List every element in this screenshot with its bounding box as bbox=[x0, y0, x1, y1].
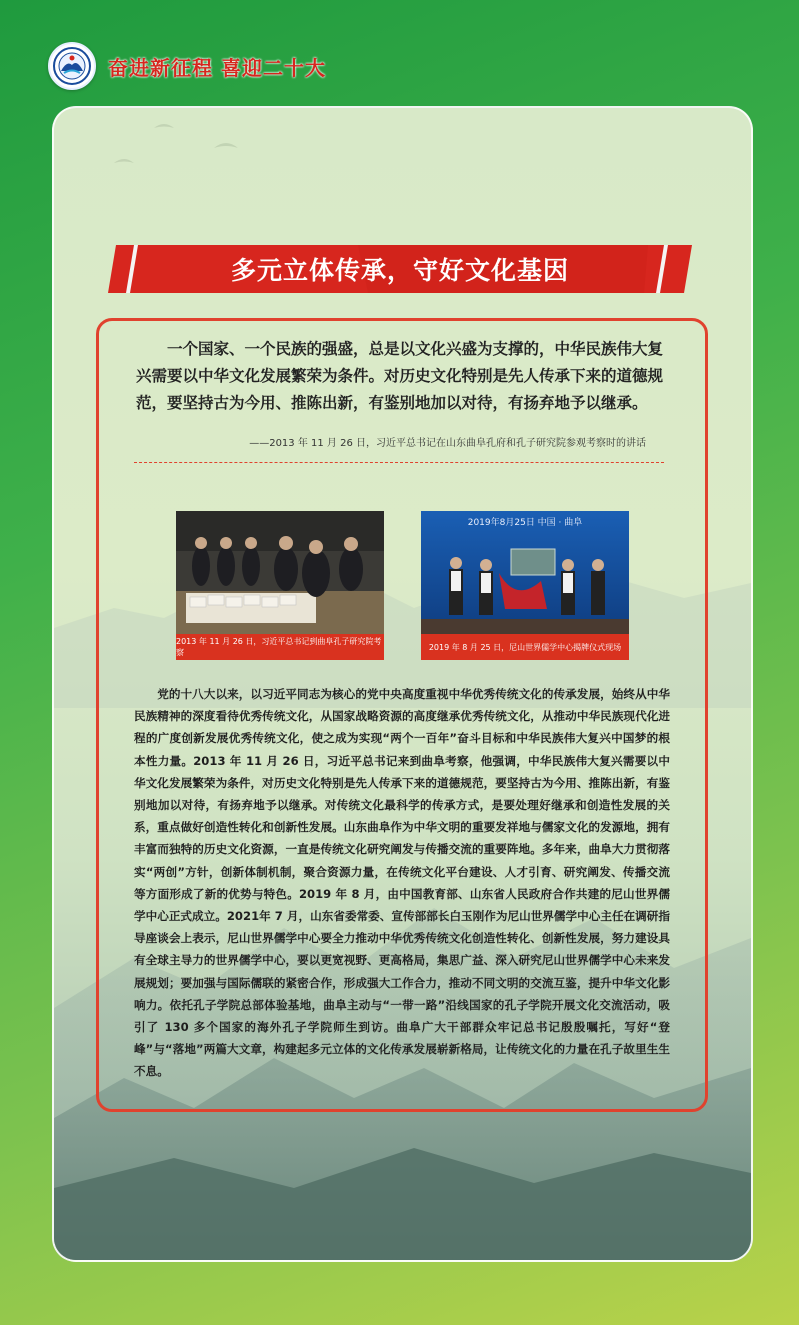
page-header bbox=[48, 42, 326, 90]
quote-source: ——2013 年 11 月 26 日，习近平总书记在山东曲阜孔府和孔子研究院参观考察时的讲话 bbox=[249, 438, 646, 449]
article-body: 党的十八大以来，以习近平同志为核心的党中央高度重视中华优秀传统文化的传承发展，始终从中华民族精神的深度看待优秀传统文化，从国家战略资源的高度继承优秀传统文化，从推动中华民族现代化进程的广度创新发展优秀传统文化，使之成为实现“两个一百年”奋斗目标和中华民族伟大复兴中国梦的根本性力量。2013 年 11 月 26 日，习近平总书记来到曲阜考察，他强调，中华民族伟大复兴需要以中华文化发展繁荣为条件，对历史文化特别是先人传承下来的道德规范，要坚持古为今用、推陈出新，有鉴别地加以对待，有扬弃地予以继承。对传统文化最科学的传承方式，是要处理好继承和创造性发展的关系，重点做好创造性转化和创新性发展。山东曲阜作为中华文明的重要发祥地与儒家文化的发源地，拥有丰富而独特的历史文化资源，一直是传统文化研究阐发与传播交流的重要阵地。多年来，曲阜大力贯彻落实“两创”方针，创新体制机制，聚合资源力量，在传统文化平台建设、人才引育、研究阐发、传播交流等方面形成了新的优势与特色。2019 年 8 月，由中国教育部、山东省人民政府合作共建的尼山世界儒学中心正式成立。2021年 7 月，山东省委常委、宣传部部长白玉刚作为尼山世界儒学中心主任在调研指导座谈会上表示，尼山世界儒学中心要全力推动中华优秀传统文化创造性转化、创新性发展，努力建设具有全球主导力的世界儒学中心，要以更宽视野、更高格局，集思广益、深入研究尼山世界儒学中心未来发展规划；要加强与国际儒联的紧密合作，形成强大工作合力，推动不同文明的交流互鉴，提升中华文化影响力。依托孔子学院总部体验基地，曲阜主动与“一带一路”沿线国家的孔子学院开展文化交流活动，吸引了 130 多个国家的海外孔子学院师生到访。曲阜广大干部群众牢记总书记殷殷嘱托，写好“登峰”与“落地”两篇大文章，构建起多元立体的文化传承发展崭新格局，让传统文化的力量在孔子故里生生不息。 bbox=[134, 687, 670, 1079]
school-emblem-icon bbox=[48, 42, 96, 90]
quote-text: 一个国家、一个民族的强盛，总是以文化兴盛为支撑的，中华民族伟大复兴需要以中华文化发展繁荣为条件。对历史文化特别是先人传承下来的道德规范，要坚持古为今用、推陈出新，有鉴别地加以对待，有扬弃地予以继承。 bbox=[136, 340, 664, 412]
photo-overlay-text: 2019年8月25日 中国 · 曲阜 bbox=[467, 518, 583, 528]
header-title: 奋进新征程 喜迎二十大 bbox=[108, 55, 326, 80]
divider bbox=[134, 462, 664, 463]
photo-inspection-2013 bbox=[176, 511, 384, 634]
photo-ceremony-2019 bbox=[421, 511, 629, 634]
photo-caption-2019: 2019 年 8 月 25 日，尼山世界儒学中心揭牌仪式现场 bbox=[421, 634, 629, 660]
section-title: 多元立体传承，守好文化基因 bbox=[230, 256, 569, 285]
photo-caption-2013: 2013 年 11 月 26 日，习近平总书记到曲阜孔子研究院考察 bbox=[176, 634, 384, 660]
